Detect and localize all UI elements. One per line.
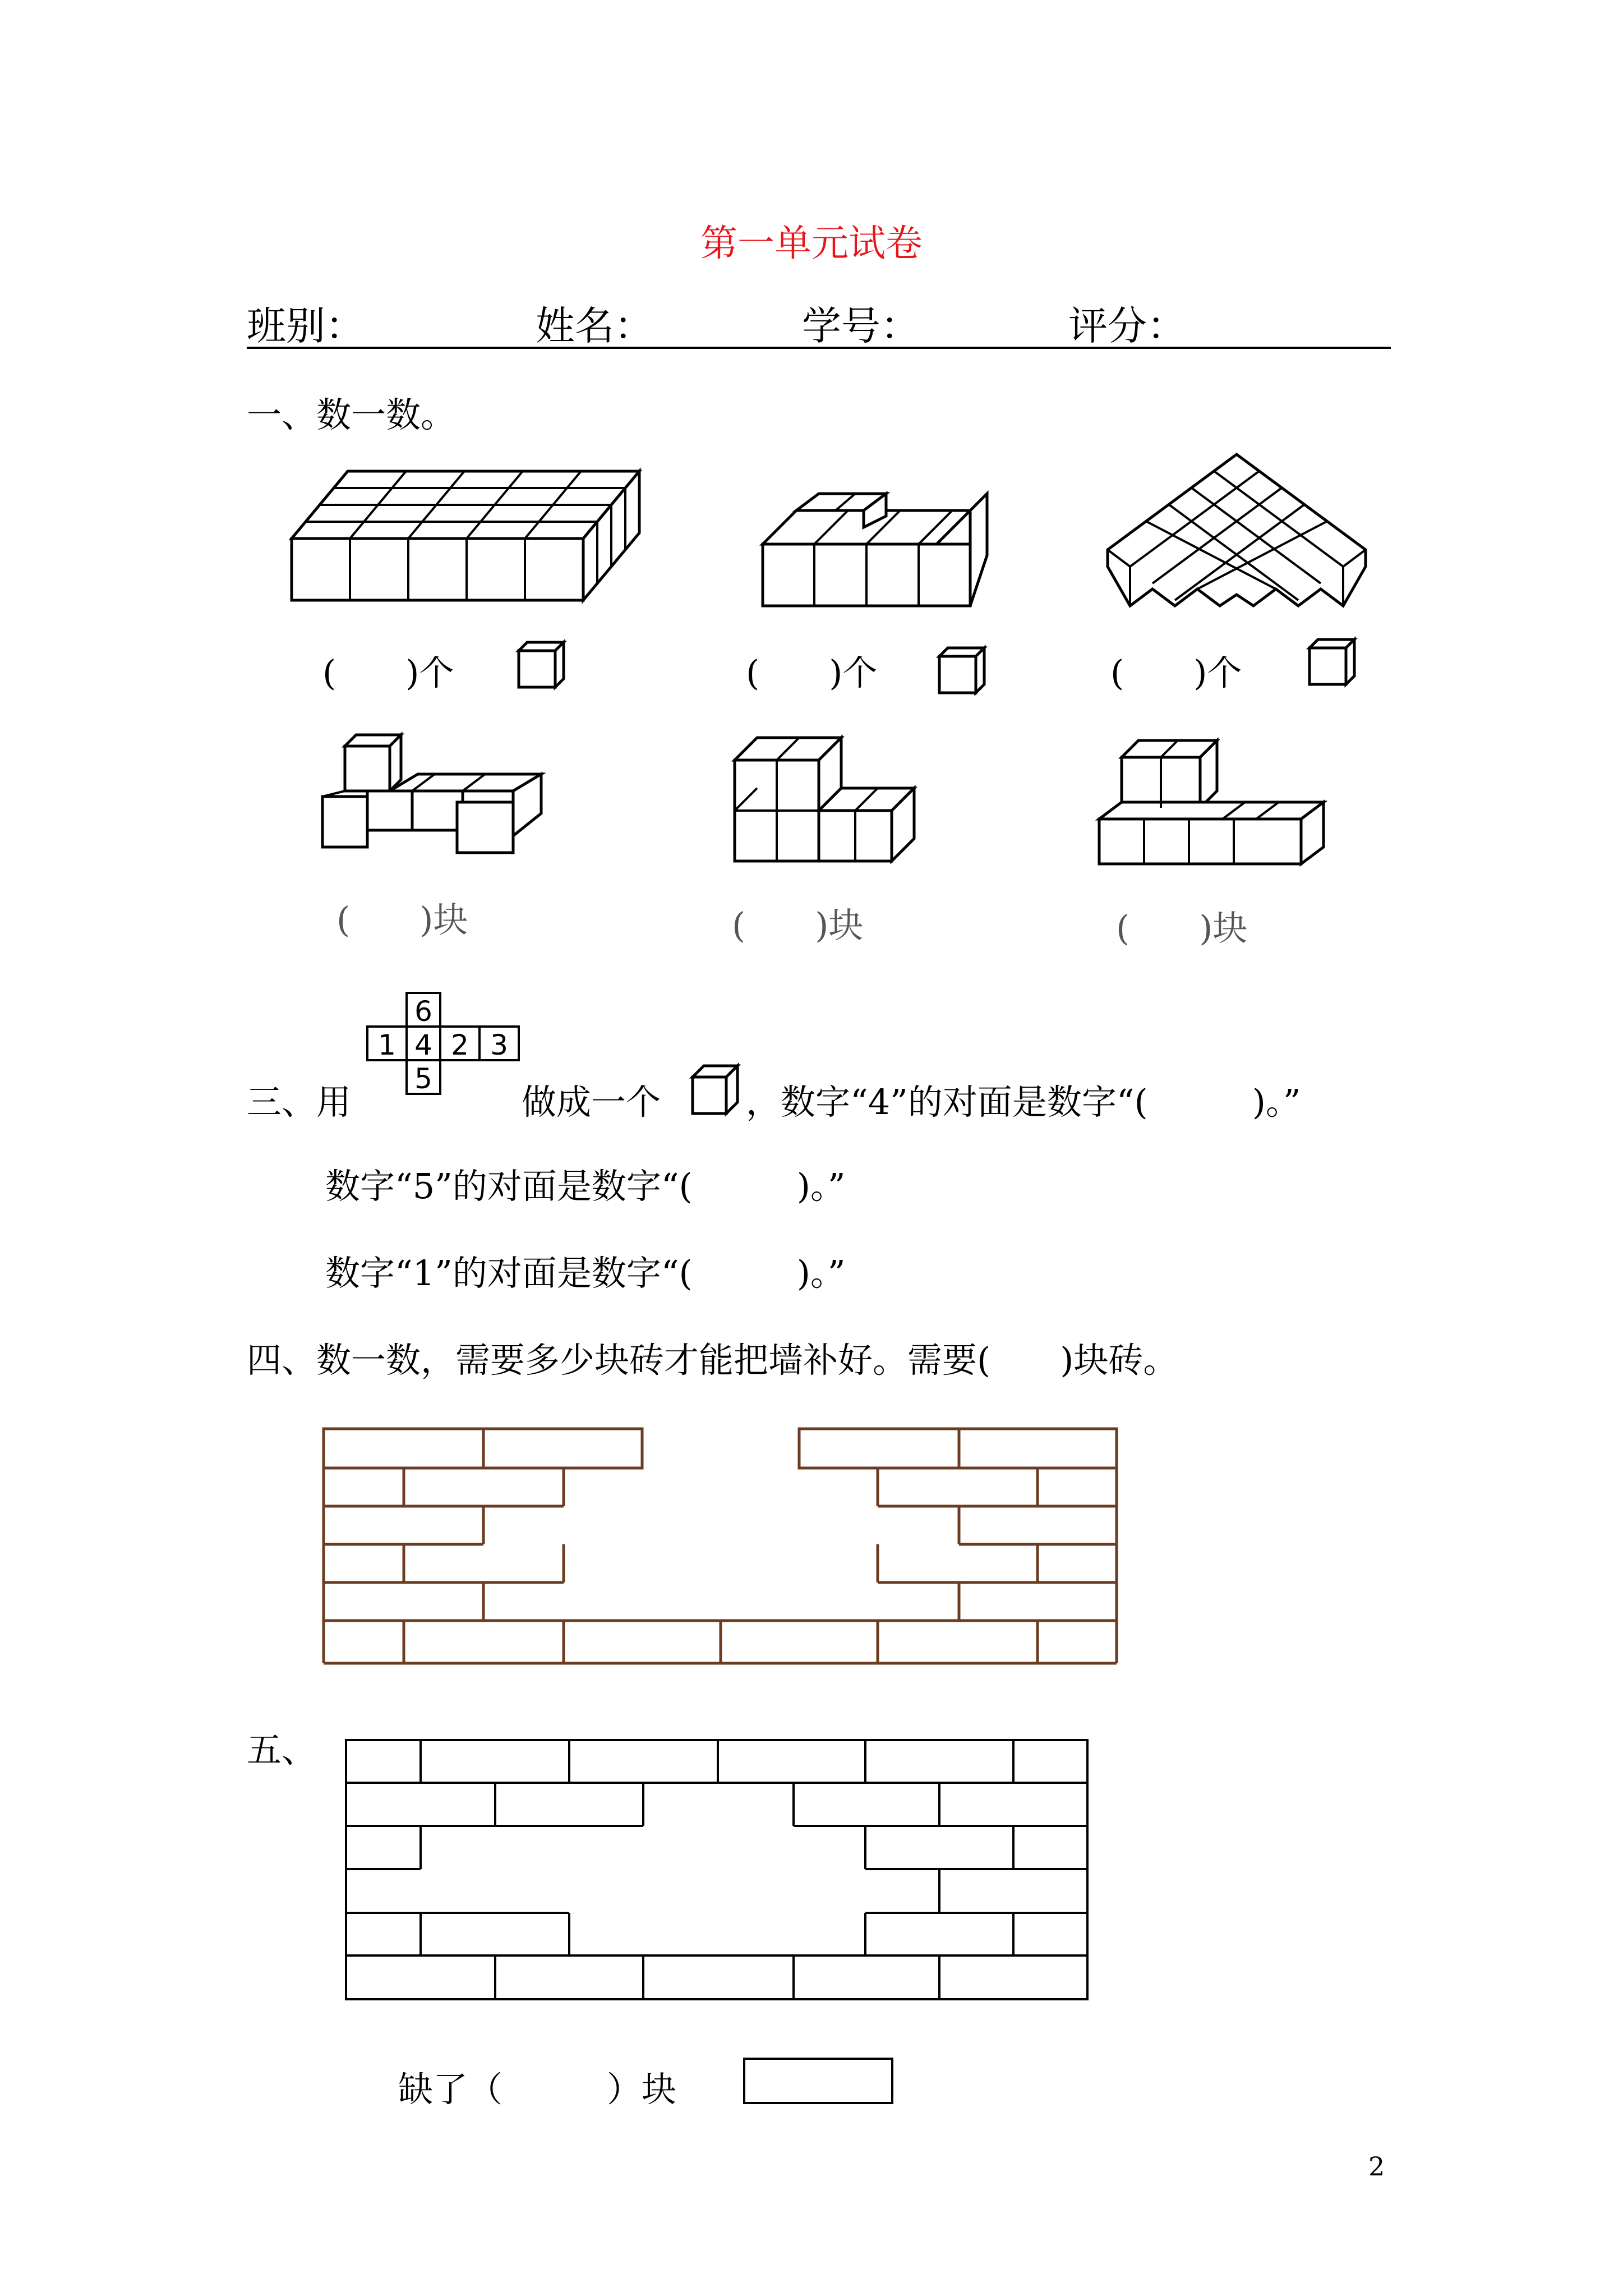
class-label: 班别： <box>247 303 365 349</box>
brick-wall-2 <box>345 1739 1091 2003</box>
q3-line3: 数字“1”的对面是数字“( )。” <box>325 1253 846 1294</box>
brick-shape <box>743 2058 893 2104</box>
cube-slab-figure <box>292 471 656 606</box>
net-number-3: 2 <box>451 1029 469 1061</box>
q5-label: 五、 <box>247 1729 317 1770</box>
block-figure-1 <box>322 724 552 864</box>
cube-net-figure <box>365 990 527 1108</box>
page-number: 2 <box>1368 2151 1385 2182</box>
count-label-2: ( )个 <box>746 652 878 693</box>
brick-wall-1 <box>322 1428 1119 1666</box>
name-label: 姓名： <box>536 303 653 349</box>
net-number-4: 3 <box>490 1029 508 1061</box>
q5-missing-text: 缺了（ ）块 <box>398 2069 677 2110</box>
q4-text: 四、数一数，需要多少块砖才能把墙补好。需要( )块砖。 <box>247 1340 1178 1381</box>
count-label-1: ( )个 <box>322 652 454 693</box>
block-figure-2 <box>735 726 925 864</box>
q3-middle: 做成一个 <box>522 1082 661 1122</box>
q3-line2: 数字“5”的对面是数字“( )。” <box>325 1166 846 1207</box>
info-underline <box>247 347 1391 349</box>
page-title: 第一单元试卷 <box>700 222 923 265</box>
cube-icon <box>516 639 566 690</box>
q3-prefix: 三、用 <box>247 1082 352 1122</box>
net-number-bottom: 5 <box>414 1062 432 1095</box>
cube-icon <box>690 1063 740 1116</box>
cube-icon <box>1307 637 1357 687</box>
q3-line1: ，数字“4”的对面是数字“( )。” <box>746 1082 1301 1122</box>
block-figure-3 <box>1099 729 1329 867</box>
cube-pyramid-figure <box>1108 454 1366 611</box>
block-label-2: ( )块 <box>732 905 864 946</box>
student-id-label: 学号： <box>802 303 920 349</box>
block-label-1: ( )块 <box>336 899 468 940</box>
net-number-2: 4 <box>414 1029 432 1061</box>
count-label-3: ( )个 <box>1110 652 1242 693</box>
cube-step-figure <box>763 494 998 611</box>
block-label-3: ( )块 <box>1116 908 1248 949</box>
q1-heading: 一、数一数。 <box>247 394 456 435</box>
cube-icon <box>937 645 987 696</box>
score-label: 评分： <box>1068 303 1186 349</box>
net-number-top: 6 <box>414 995 432 1028</box>
net-number-1: 1 <box>378 1029 396 1061</box>
